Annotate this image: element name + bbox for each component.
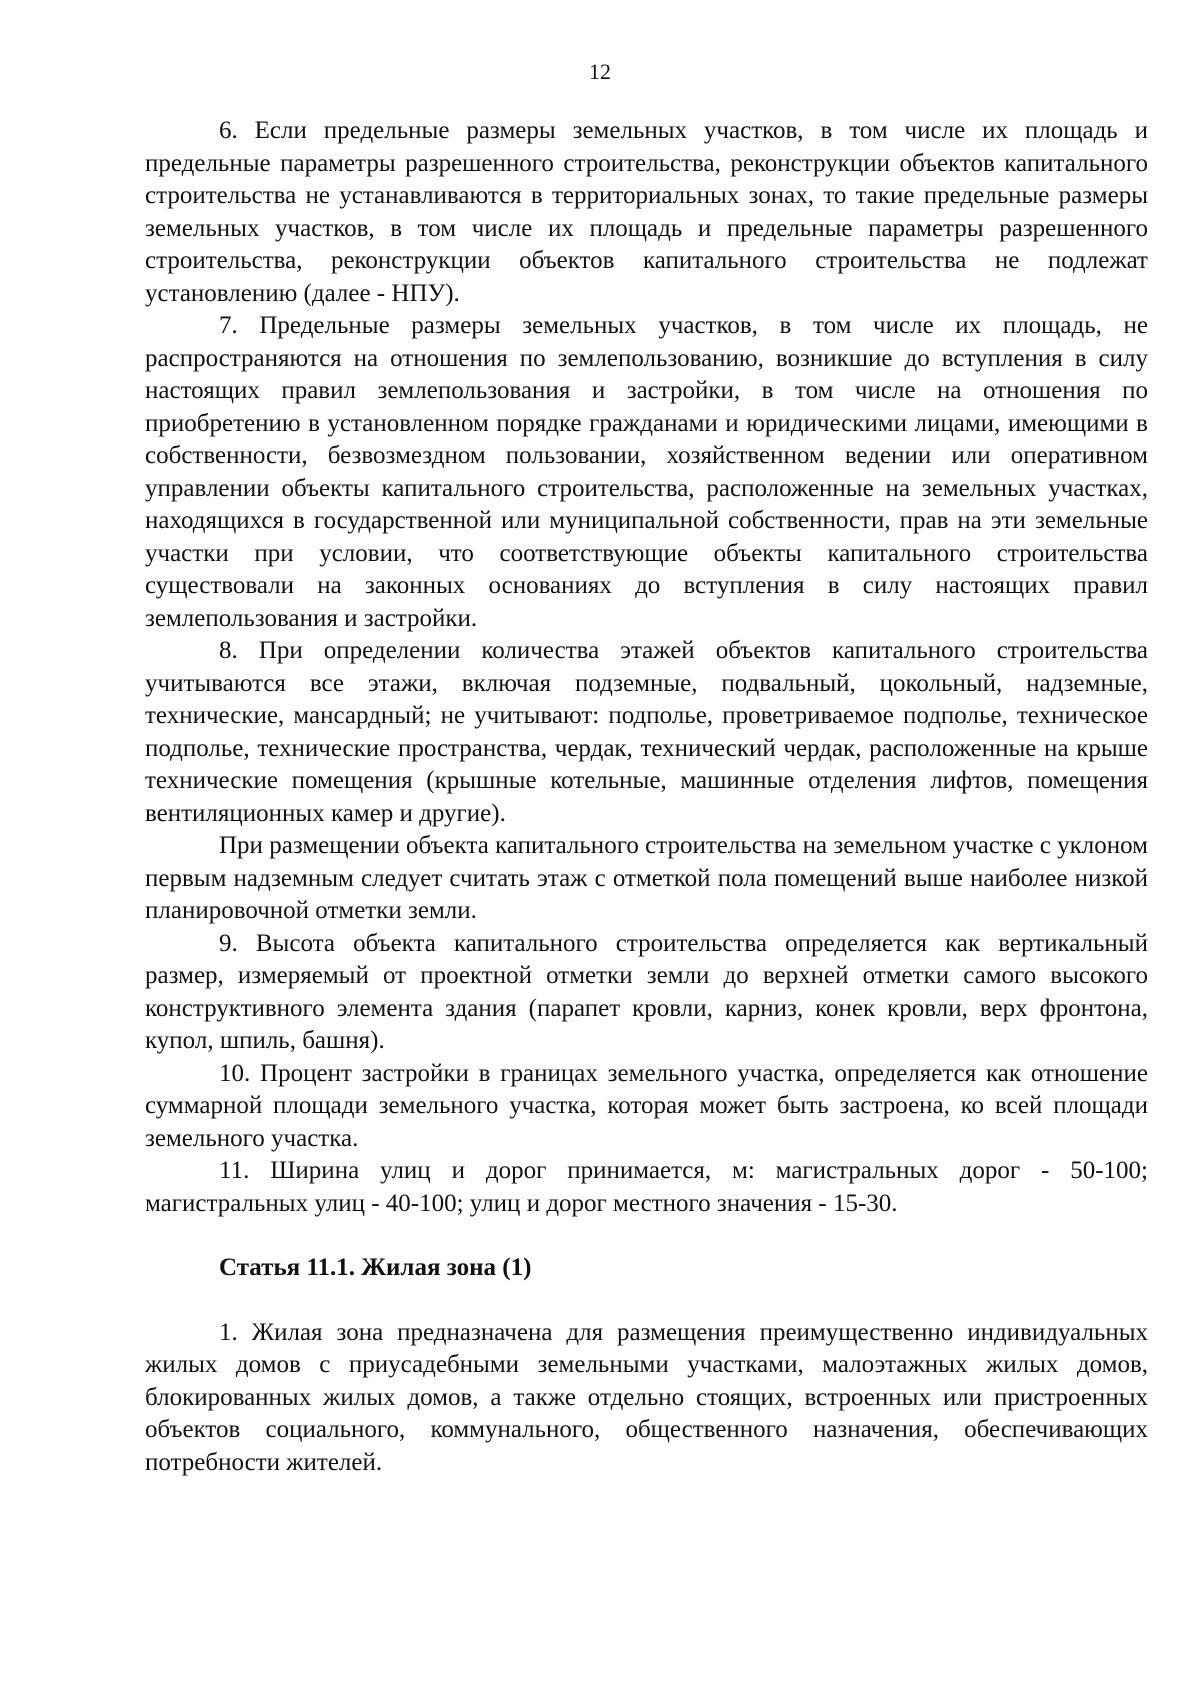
paragraph-item-11: 11. Ширина улиц и дорог принимается, м: магистральных дорог - 50-100; магистральных улиц - 40-100; улиц и дорог местного значения - 15-30. — [145, 1157, 1148, 1217]
paragraph-item-10: 10. Процент застройки в границах земельного участка, определяется как отношение суммарной площади земельного участка, которая может быть застроена, ко всей площади земельного участка. — [145, 1059, 1148, 1152]
paragraph-article-item-1: 1. Жилая зона предназначена для размещения преимущественно индивидуальных жилых домов с приусадебными земельными участками, малоэтажных жилых домов, блокированных жилых домов, а также отдельно стоящих, встроенных или пристроенных объектов социального, коммунального, общественного назначения, обеспечивающих потребности жителей. — [145, 1318, 1148, 1476]
article-heading: Статья 11.1. Жилая зона (1) — [219, 1254, 532, 1281]
document-body — [145, 115, 1148, 1479]
paragraph-item-8: 8. При определении количества этажей объектов капитального строительства учитываются все этажи, включая подземные, подвальный, цокольный, надземные, технические, мансардный; не учитывают: подполье, проветриваемое подполье, техническое подполье, технические пространства, чердак, технический чердак, расположенные на крыше технические помещения (крышные котельные, машинные отделения лифтов, помещения вентиляционных камер и другие). — [145, 637, 1148, 827]
paragraph-item-7: 7. Предельные размеры земельных участков, в том числе их площадь, не распространяются на отношения по землепользованию, возникшие до вступления в силу настоящих правил землепользования и застройки, в том числе на отношения по приобретению в установленном порядке гражданами и юридическими лицами, имеющими в собственности, безвозмездном пользовании, хозяйственном ведении или оперативном управлении объекты капитального строительства, расположенные на земельных участках, находящихся в государственной или муниципальной собственности, прав на эти земельные участки при условии, что соответствующие объекты капитального строительства существовали на законных основаниях до вступления в силу настоящих правил землепользования и застройки. — [145, 312, 1148, 632]
page-number: 12 — [589, 59, 611, 84]
paragraph-item-9: 9. Высота объекта капитального строительства определяется как вертикальный размер, измеряемый от проектной отметки земли до верхней отметки самого высокого конструктивного элемента здания (парапет кровли, карниз, конек кровли, верх фронтона, купол, шпиль, башня). — [145, 929, 1148, 1054]
paragraph-item-6: 6. Если предельные размеры земельных участков, в том числе их площадь и предельные параметры разрешенного строительства, реконструкции объектов капитального строительства не устанавливаются в территориальных зонах, то такие предельные размеры земельных участков, в том числе их площадь и предельные параметры разрешенного строительства, реконструкции объектов капитального строительства не подлежат установлению (далее - НПУ). — [145, 117, 1148, 307]
paragraph-item-8-continuation: При размещении объекта капитального строительства на земельном участке с уклоном первым надземным следует считать этаж с отметкой пола помещений выше наиболее низкой планировочной отметки земли. — [145, 832, 1148, 924]
